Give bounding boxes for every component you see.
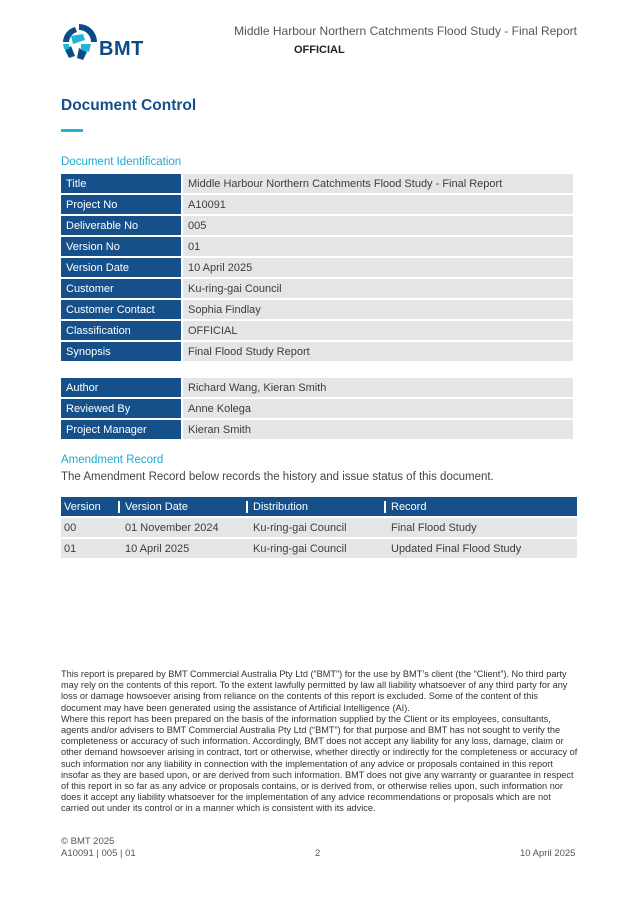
table-row: [61, 216, 573, 235]
row-value: Final Flood Study Report: [181, 342, 573, 361]
row-value: Sophia Findlay: [181, 300, 573, 319]
row-key: Author: [61, 378, 181, 397]
cell-version: 01: [64, 542, 77, 555]
row-key: Version No: [61, 237, 181, 256]
row-value: Kieran Smith: [181, 420, 573, 439]
row-value: Middle Harbour Northern Catchments Flood Study - Final Report: [181, 174, 573, 193]
row-value: 10 April 2025: [181, 258, 573, 277]
row-key: Customer Contact: [61, 300, 181, 319]
table-row: [61, 258, 573, 277]
row-value: 005: [181, 216, 573, 235]
row-value: Anne Kolega: [181, 399, 573, 418]
row-key: Reviewed By: [61, 399, 181, 418]
table-row: [61, 195, 573, 214]
title-accent-bar: [61, 129, 83, 132]
column-header: Distribution: [246, 501, 384, 513]
row-value: OFFICIAL: [181, 321, 573, 340]
row-key: Deliverable No: [61, 216, 181, 235]
footer-date: 10 April 2025: [520, 848, 576, 859]
cell-record: Updated Final Flood Study: [391, 542, 522, 555]
cell-record: Final Flood Study: [391, 521, 477, 534]
table-row: [61, 518, 577, 537]
amendment-table: [61, 497, 577, 560]
row-value: 01: [181, 237, 573, 256]
header-report-title: Middle Harbour Northern Catchments Flood Study - Final Report: [234, 24, 577, 38]
column-header: Record: [384, 501, 577, 513]
table-row: [61, 342, 573, 361]
table-row: [61, 300, 573, 319]
row-value: Richard Wang, Kieran Smith: [181, 378, 573, 397]
row-key: Project Manager: [61, 420, 181, 439]
table-row: [61, 237, 573, 256]
header-classification: OFFICIAL: [294, 44, 345, 56]
cell-version-date: 10 April 2025: [125, 542, 190, 555]
column-header: Version Date: [118, 501, 246, 513]
identification-table: [61, 172, 573, 363]
cell-version: 00: [64, 521, 77, 534]
page-title: Document Control: [61, 97, 197, 114]
table-row: [61, 539, 577, 558]
table-row: [61, 279, 573, 298]
people-table: [61, 376, 573, 441]
cell-version-date: 01 November 2024: [125, 521, 219, 534]
row-key: Customer: [61, 279, 181, 298]
cell-distribution: Ku-ring-gai Council: [253, 542, 347, 555]
disclaimer: [61, 669, 579, 815]
row-key: Synopsis: [61, 342, 181, 361]
row-key: Classification: [61, 321, 181, 340]
footer-page-number: 2: [315, 848, 321, 859]
logo-text: BMT: [99, 38, 144, 60]
column-header: Version: [64, 500, 101, 513]
table-row: [61, 378, 573, 397]
row-value: Ku-ring-gai Council: [181, 279, 573, 298]
row-key: Project No: [61, 195, 181, 214]
footer-reference: A10091 | 005 | 01: [61, 848, 136, 859]
row-key: Version Date: [61, 258, 181, 277]
row-key: Title: [61, 174, 181, 193]
disclaimer-paragraph: This report is prepared by BMT Commercial Australia Pty Ltd (“BMT”) for the use by BMT’s client (the “Client”). No third party may rely on the contents of this report. To the extent lawfully permitted by law all liability whatsoever of any third party for any loss or damage howsoever arising from reliance on the contents of this report is excluded. Some of the content of this document may have been generated using the assistance of Artificial Intelligence (AI).: [61, 669, 568, 713]
section-heading-identification: Document Identification: [61, 156, 182, 168]
table-row: [61, 321, 573, 340]
table-row: [61, 399, 573, 418]
disclaimer-paragraph: Where this report has been prepared on the basis of the information supplied by the Client or its employees, consultants, agents and/or advisers to BMT Commercial Australia Pty Ltd (“BMT”) for that purpose and BMT has not sought to verify the completeness or accuracy of such information. Accordingly, BMT does not accept any liability for any loss, damage, claim or other demand howsoever arising in contract, tort or otherwise, whether directly or indirectly for the completeness or accuracy of such information nor any liability in connection with the implementation of any advice or proposals contained in this report insofar as they are based upon, or are derived from such information. BMT does not give any warranty or guarantee in respect of this report in so far as any advice or proposals contains, or is derived from, or otherwise relies upon, such information nor does it accept any liability whatsoever for the implementation of any advice recommendations or proposals which are not carried out under its control or in a manner which is consistent with its advice.: [61, 713, 578, 814]
cell-distribution: Ku-ring-gai Council: [253, 521, 347, 534]
table-row: [61, 174, 573, 193]
table-header-row: [61, 497, 577, 516]
footer-copyright: © BMT 2025: [61, 836, 115, 847]
table-row: [61, 420, 573, 439]
row-value: A10091: [181, 195, 573, 214]
amendment-intro: The Amendment Record below records the history and issue status of this document.: [61, 471, 494, 483]
section-heading-amendment: Amendment Record: [61, 454, 164, 466]
